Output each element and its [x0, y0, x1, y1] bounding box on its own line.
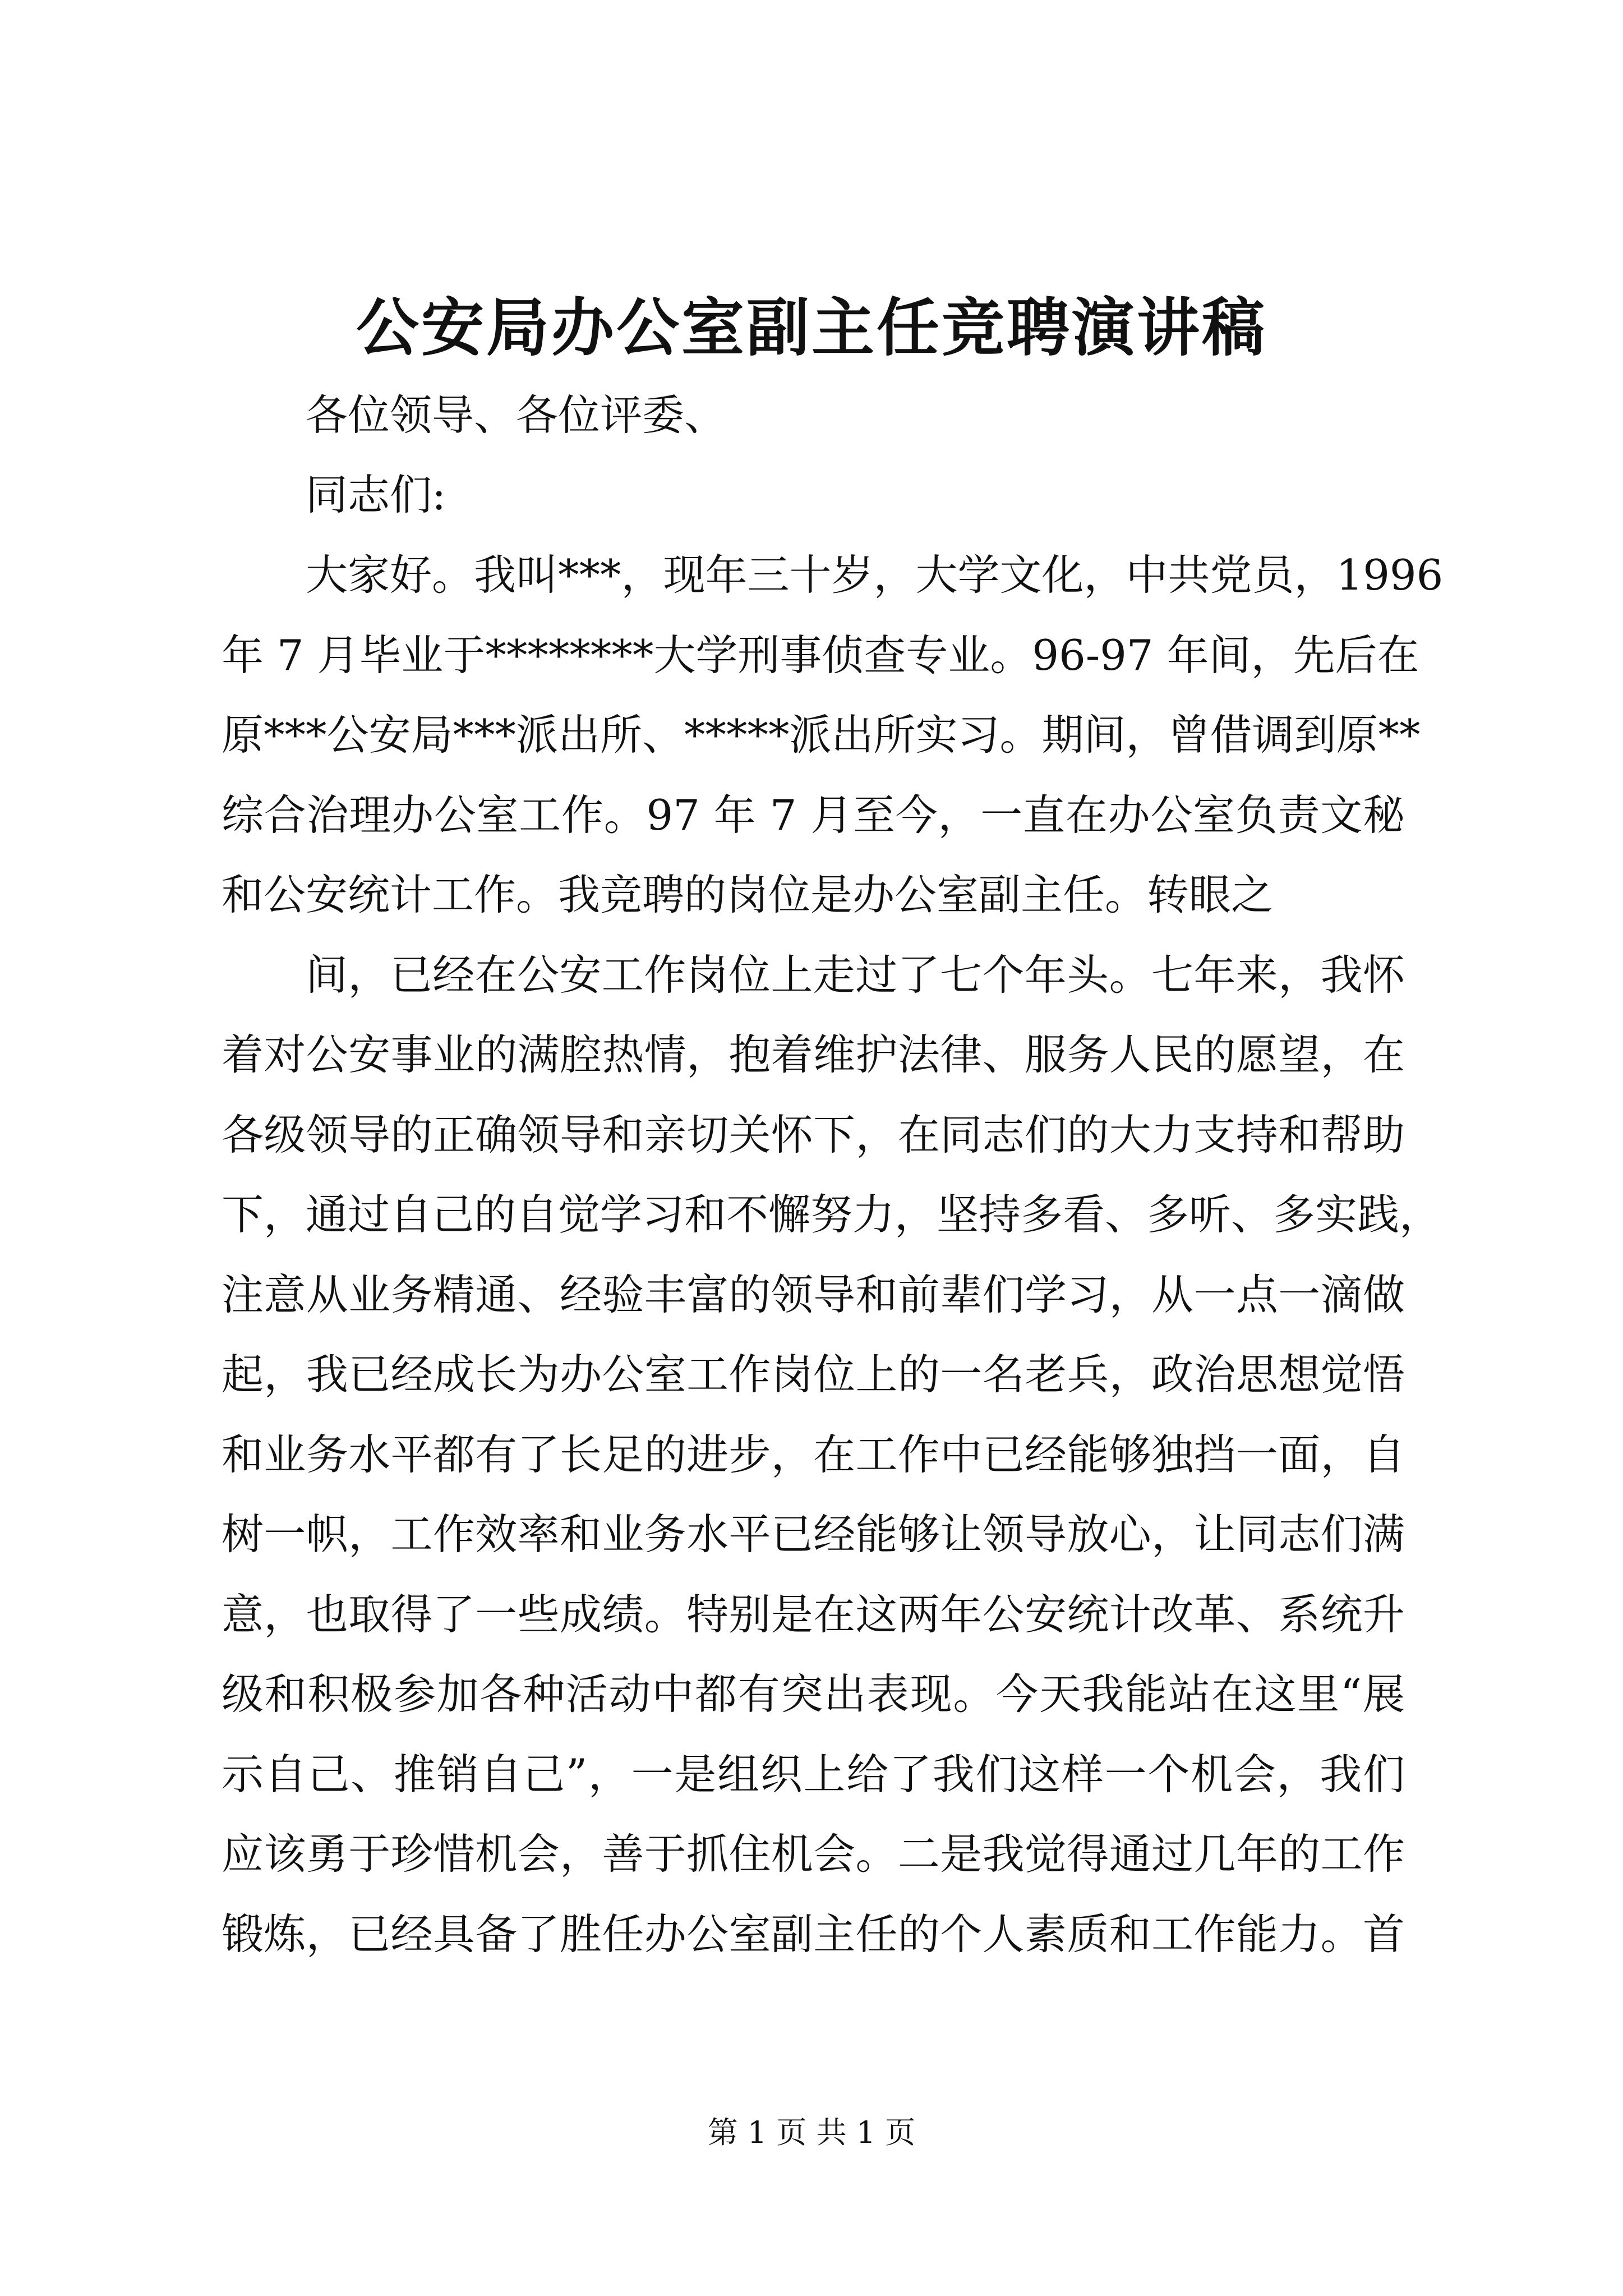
body-line-13: 树一帜，工作效率和业务水平已经能够让领导放心，让同志们满 — [222, 1510, 1405, 1559]
body-line-8: 各级领导的正确领导和亲切关怀下，在同志们的大力支持和帮助 — [222, 1110, 1405, 1159]
body-line-1: 大家好。我叫***，现年三十岁，大学文化，中共党员，1996 — [306, 550, 1444, 600]
body-line-15: 级和积极参加各种活动中都有突出表现。今天我能站在这里“展 — [222, 1669, 1405, 1719]
body-line-18: 锻炼，已经具备了胜任办公室副主任的个人素质和工作能力。首 — [222, 1910, 1405, 1959]
body-line-7: 着对公安事业的满腔热情，抱着维护法律、服务人民的愿望，在 — [222, 1030, 1405, 1079]
body-line-2: 年 7 月毕业于********大学刑事侦查专业。96-97 年间，先后在 — [222, 631, 1419, 680]
document-title: 公安局办公室副主任竞聘演讲稿 — [356, 291, 1267, 365]
body-line-17: 应该勇于珍惜机会，善于抓住机会。二是我觉得通过几年的工作 — [222, 1829, 1405, 1879]
body-line-11: 起，我已经成长为办公室工作岗位上的一名老兵，政治思想觉悟 — [222, 1350, 1405, 1399]
body-line-12: 和业务水平都有了长足的进步，在工作中已经能够独挡一面，自 — [222, 1430, 1405, 1479]
salutation-line-2: 同志们: — [306, 470, 446, 519]
salutation-line-1: 各位领导、各位评委、 — [306, 390, 727, 440]
body-line-6: 间，已经在公安工作岗位上走过了七个年头。七年来，我怀 — [306, 950, 1405, 1000]
body-line-9: 下，通过自己的自觉学习和不懈努力，坚持多看、多听、多实践， — [222, 1190, 1442, 1239]
page-footer: 第 1 页 共 1 页 — [707, 2115, 916, 2150]
body-line-16: 示自己、推销自己”，一是组织上给了我们这样一个机会，我们 — [222, 1750, 1405, 1799]
body-line-14: 意，也取得了一些成绩。特别是在这两年公安统计改革、系统升 — [222, 1590, 1405, 1639]
body-line-10: 注意从业务精通、经验丰富的领导和前辈们学习，从一点一滴做 — [222, 1270, 1405, 1319]
body-line-3: 原***公安局***派出所、*****派出所实习。期间，曾借调到原** — [222, 710, 1421, 760]
body-line-5: 和公安统计工作。我竞聘的岗位是办公室副主任。转眼之 — [222, 870, 1274, 919]
body-line-4: 综合治理办公室工作。97 年 7 月至今，一直在办公室负责文秘 — [222, 790, 1405, 840]
